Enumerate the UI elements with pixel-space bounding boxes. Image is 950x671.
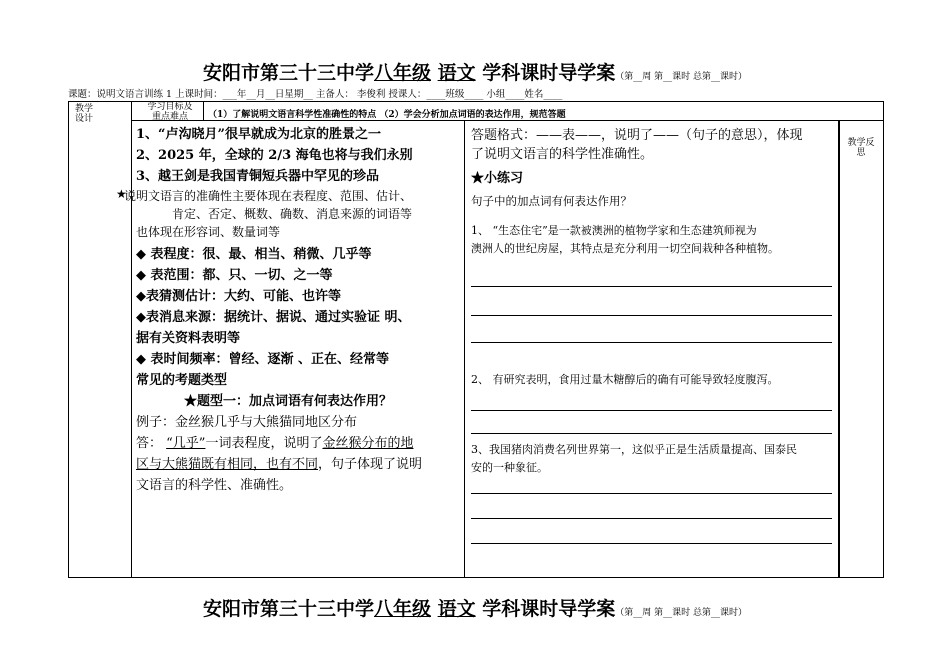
question-types-heading: 常见的考题类型 (136, 373, 228, 388)
grade: 八年级 (373, 62, 431, 84)
example-line: 例子：金丝猴几乎与大熊猫同地区分布 (136, 415, 358, 430)
question-1-line-1: 1、 “生态住宅”是一款被澳洲的植物学家和生态建筑师视为 (471, 224, 757, 237)
answer-line-3: 文语言的科学性、准确性。 (136, 478, 293, 493)
page-title (0, 58, 950, 85)
answer-format-2: 了说明文语言的科学性准确性。 (471, 147, 654, 162)
example-sentence-2: 2、2025 年，全球的 2/3 海龟也将与我们永别 (136, 148, 413, 163)
school-name: 安阳市第三十三中学 (202, 598, 374, 620)
question-3-line-2: 安的一种象征。 (471, 461, 548, 474)
answer-quote: “几乎” (166, 436, 206, 451)
question-3-line-1: 3、我国猪肉消费名列世界第一，这似乎正是生活质量提高、国泰民 (471, 443, 797, 456)
question-1-line-2: 澳洲人的世纪房屋，其特点是充分利用一切空间栽种各种植物。 (471, 242, 779, 255)
answer-line-1 (136, 433, 462, 454)
accuracy-note-3: 也体现在形容词、数量词等 (136, 225, 281, 239)
range-words: ◆ 表范围：都、只、一切、之一等 (136, 268, 333, 283)
source-words-cont: 据有关资料表明等 (136, 331, 241, 346)
answer-underlined: 金丝猴分布的地 (322, 436, 414, 451)
subject: 语文 (437, 62, 476, 84)
title-meta: （第__周 第__课时 总第__课时） (615, 608, 748, 618)
left-column (124, 124, 462, 496)
teaching-design-label: 教学设计 (74, 104, 93, 124)
answer-tail: ，句子体现了说明 (318, 457, 423, 472)
right-column (471, 126, 837, 544)
table-divider (464, 120, 465, 578)
practice-heading: ★小练习 (471, 171, 524, 186)
school-name: 安阳市第三十三中学 (202, 62, 374, 84)
answer-prefix: 答： (136, 436, 167, 451)
degree-words: ◆ 表程度：很、最、相当、稍微、几乎等 (136, 247, 372, 262)
grade: 八年级 (373, 598, 431, 620)
learning-goals: （1）了解说明文语言科学性准确性的特点 （2）学会分析加点词语的表达作用，规范答题 (208, 110, 566, 120)
table-divider (131, 101, 132, 578)
source-words: ◆表消息来源：据统计、据说、通过实验证 明、 (136, 310, 411, 325)
practice-prompt: 句子中的加点词有何表达作用？ (471, 194, 632, 208)
next-page-title (0, 594, 950, 621)
teaching-reflection-label: 教学反思 (847, 138, 875, 158)
frequency-words: ◆ 表时间频率：曾经、逐渐 、正在、经常等 (136, 352, 390, 367)
question-type-1: ★题型一：加点词语有何表达作用？ (184, 394, 393, 409)
accuracy-note-2: 肯定、否定、概数、确数、消息来源的词语等 (172, 207, 413, 221)
answer-mid: 一词表程度，说明了 (205, 436, 323, 451)
accuracy-note-1: 说明文语言的准确性主要体现在表程度、范围、估计、 (124, 189, 413, 203)
question-2: 2、 有研究表明，食用过量木糖醇后的确有可能导致轻度腹泻。 (471, 373, 779, 386)
example-sentence-1: 1、“卢沟晓月”很早就成为北京的胜景之一 (136, 127, 382, 142)
course-info-line: 课题：说明文语言训练 1 上课时间：___年__月__日星期__ 主备人： 李俊利 授课人：____班级____ 小组____姓名____ (68, 89, 563, 100)
table-divider (203, 101, 204, 120)
guess-words: ◆表猜测估计：大约、可能、也许等 (136, 289, 341, 304)
table-divider (131, 120, 884, 121)
answer-blank[interactable] (471, 543, 832, 544)
example-sentence-3: 3、越王剑是我国青铜短兵器中罕见的珍品 (136, 169, 380, 184)
answer-blank[interactable] (471, 410, 832, 411)
answer-blank[interactable] (471, 315, 832, 316)
answer-line-2 (136, 454, 462, 475)
title-meta: （第__周 第__课时 总第__课时） (615, 72, 748, 82)
answer-blank[interactable] (471, 518, 832, 519)
title-suffix: 学科课时导学案 (482, 598, 616, 620)
answer-blank[interactable] (471, 433, 832, 434)
answer-format-1: 答题格式：——表——，说明了——（句子的意思），体现 (471, 128, 803, 143)
answer-underlined-cont: 区与大熊猫既有相同，也有不同 (136, 457, 319, 472)
title-suffix: 学科课时导学案 (482, 62, 616, 84)
answer-blank[interactable] (471, 342, 832, 343)
star-marker: ★ (116, 187, 127, 201)
learning-goals-label: 学习目标及重点难点 (147, 102, 193, 122)
answer-blank[interactable] (471, 493, 832, 494)
table-divider (839, 120, 840, 578)
answer-blank[interactable] (471, 286, 832, 287)
subject: 语文 (437, 598, 476, 620)
